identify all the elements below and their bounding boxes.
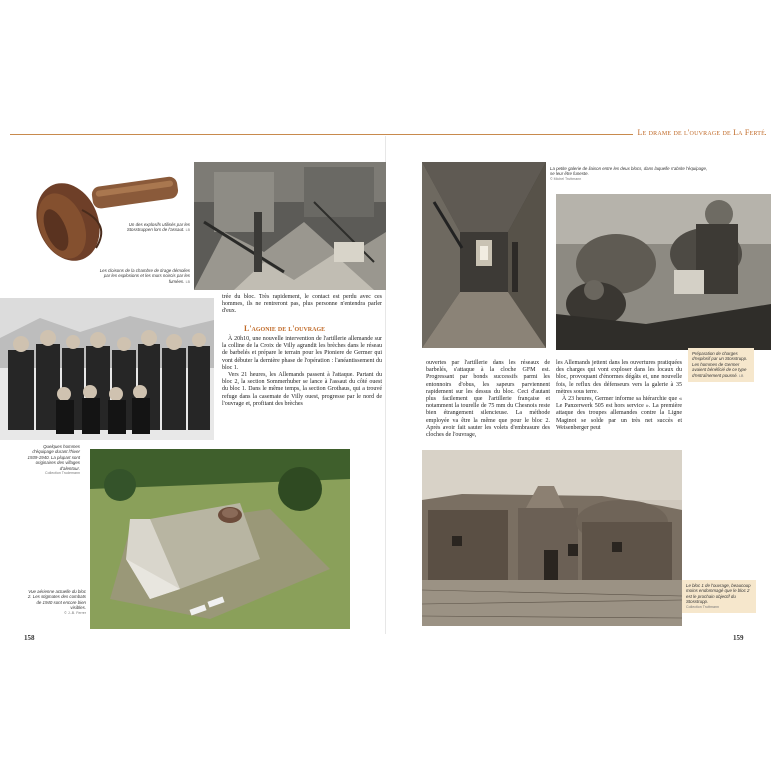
- charges-caption: Préparation de charges d'explosif par un Stosstrupp. Les hommes de Germer avaient bénéficié de ce type d'entraînement poussé. LB: [688, 348, 754, 382]
- section-heading: L'agonie de l'ouvrage: [244, 324, 326, 333]
- explosive-caption: Un des explosifs utilisés par les Stosstruppen lors de l'assaut. LB: [126, 222, 190, 233]
- destroyed-chamber-photo: [194, 162, 386, 290]
- crew-caption: Quelques hommes d'équipage durant l'hiver 1939-1940. La plupart sont originaires des villages d'alentour. Collection Trudemann: [27, 444, 80, 476]
- right-page-number: 159: [733, 634, 744, 642]
- aerial-caption: Vue aérienne actuelle du bloc 2. Les stigmates des combats de 1940 sont encore bien visibles. © J.-B. Ferrer: [27, 589, 86, 615]
- running-header: Le drame de l'ouvrage de La Ferté: [633, 128, 765, 137]
- crew-photo: [0, 298, 214, 440]
- gallery-caption: La petite galerie de liaison entre les deux blocs, dans laquelle s'abrite l'équipage, se leur être funeste. © Michel Truttmann: [550, 166, 708, 181]
- explosive-charge-photo: [22, 170, 184, 270]
- aerial-photo: [90, 449, 350, 629]
- left-text-column: À 20h10, une nouvelle intervention de l'artillerie allemande sur la colline de la Croix de Villy agrandit les brèches dans le réseau de barbelés et prépare le terrain pour les Pioniere de Germer qui vont débuter la dernière phase de l'opération : l'anéantissement du bloc 1. Vers 21 heures, les Allemands passent à l'attaque. Partant du bloc 2, la section Sommerhuber se lance à l'assaut du côté ouest du bloc 1. Dans le même temps, la section Grothaus, qui a trouvé refuge dans la casemate de Villy ouest, progresse par le nord de l'ouvrage et, profitant des brèches: [222, 336, 382, 407]
- right-text-column-right: les Allemands jettent dans les ouvertures pratiquées des charges qui vont exploser dans les locaux du bloc, provoquant d'énormes dégâts et, une nouvelle fois, le reflux des défenseurs vers la galerie à 35 mètres sous terre. À 23 heures, Germer informe sa hiérarchie que « Le Panzerwerk 505 est hors service ». La première attaque des troupes allemandes contre la Ligne Maginot se solde par un très net succès et Weisenberger peut: [556, 360, 682, 431]
- left-page-number: 158: [24, 634, 35, 642]
- bloc1-caption: Le bloc 1 de l'ouvrage, beaucoup moins endommagé que le bloc 2 est le prochain objectif du Stosstrupp. Collection Truttmann: [682, 580, 756, 613]
- gallery-photo: [422, 162, 546, 348]
- bloc1-photo: [422, 450, 682, 626]
- charges-photo: [556, 194, 771, 350]
- left-text-column-top: trée du bloc. Très rapidement, le contact est perdu avec ces hommes, ils ne rentreront pas, plus personne n'entendra parler d'eux.: [222, 294, 382, 315]
- right-text-column-left: ouvertes par l'artillerie dans les réseaux de barbelés, s'attaque à la cloche GFM est. Progressant par bonds successifs parmi les entonnoirs d'obus, les sapeurs parviennent rapidement sur les dessus du bloc. Ceci d'autant plus facilement que l'artillerie française et notamment la tourelle de 75 mm du Chesnois reste bien étrangement silencieuse. La méthode employée va être la même que pour le bloc 2. Après avoir fait sauter les volets d'embrasure des cloches de l'ouvrage,: [426, 360, 550, 439]
- chamber-caption: Les cloisons de la chambre de tirage démolies par les explosions et les murs noircis par les fumées. LB: [99, 268, 190, 284]
